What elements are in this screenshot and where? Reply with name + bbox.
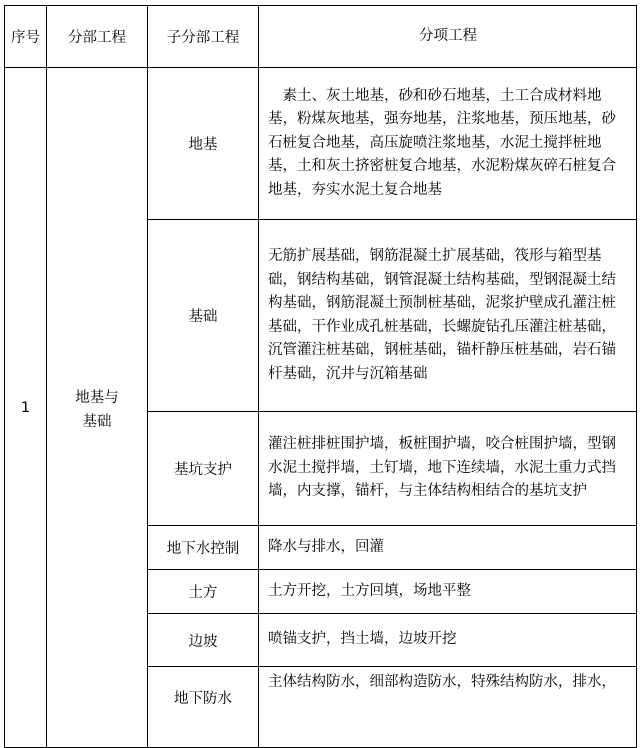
- division-name-line2: 基础: [82, 413, 112, 430]
- item-project-cell: 无筋扩展基础，钢筋混凝土扩展基础，筏形与箱型基础，钢结构基础，钢管混凝土结构基础，型钢混凝土结构基础，钢筋混凝土预制桩基础，泥浆护壁成孔灌注桩基础，干作业成孔桩基础，长螺旋钻孔压灌注桩基础，沉管灌注桩基础，钢桩基础，锚杆静压桩基础，岩石锚杆基础，沉井与沉箱基础: [259, 220, 637, 412]
- construction-division-table: [4, 5, 637, 748]
- item-project-cell: 主体结构防水，细部构造防水，特殊结构防水，排水，: [259, 667, 637, 748]
- division-name-cell: [47, 68, 148, 748]
- table-header-row: [5, 6, 637, 68]
- sub-division-cell: 地下防水: [148, 667, 259, 748]
- header-serial-number: 序号: [5, 6, 47, 68]
- item-project-cell: 灌注桩排桩围护墙，板桩围护墙，咬合桩围护墙，型钢水泥土搅拌墙，土钉墙，地下连续墙，水泥土重力式挡墙，内支撑，锚杆，与主体结构相结合的基坑支护: [259, 412, 637, 526]
- serial-number-cell: 1: [5, 68, 47, 748]
- division-name-line1: 地基与: [75, 389, 119, 406]
- sub-division-cell: 边坡: [148, 614, 259, 667]
- sub-division-cell: 基坑支护: [148, 412, 259, 526]
- item-project-cell: 降水与排水，回灌: [259, 526, 637, 570]
- construction-division-table-frame: [4, 5, 637, 748]
- item-project-cell: 土方开挖，土方回填，场地平整: [259, 570, 637, 614]
- header-division-project: 分部工程: [47, 6, 148, 68]
- item-project-cell: 素土、灰土地基，砂和砂石地基，土工合成材料地基，粉煤灰地基，强夯地基，注浆地基，预压地基，砂石桩复合地基，高压旋喷注浆地基，水泥土搅拌桩地基，土和灰土挤密桩复合地基，水泥粉煤灰碎石桩复合地基，夯实水泥土复合地基: [259, 68, 637, 220]
- item-project-cell: 喷锚支护，挡土墙，边坡开挖: [259, 614, 637, 667]
- header-sub-division-project: 子分部工程: [148, 6, 259, 68]
- sub-division-cell: 地基: [148, 68, 259, 220]
- sub-division-cell: 基础: [148, 220, 259, 412]
- sub-division-cell: 地下水控制: [148, 526, 259, 570]
- header-item-project: 分项工程: [259, 6, 637, 68]
- sub-division-cell: 土方: [148, 570, 259, 614]
- table-row: [5, 68, 637, 220]
